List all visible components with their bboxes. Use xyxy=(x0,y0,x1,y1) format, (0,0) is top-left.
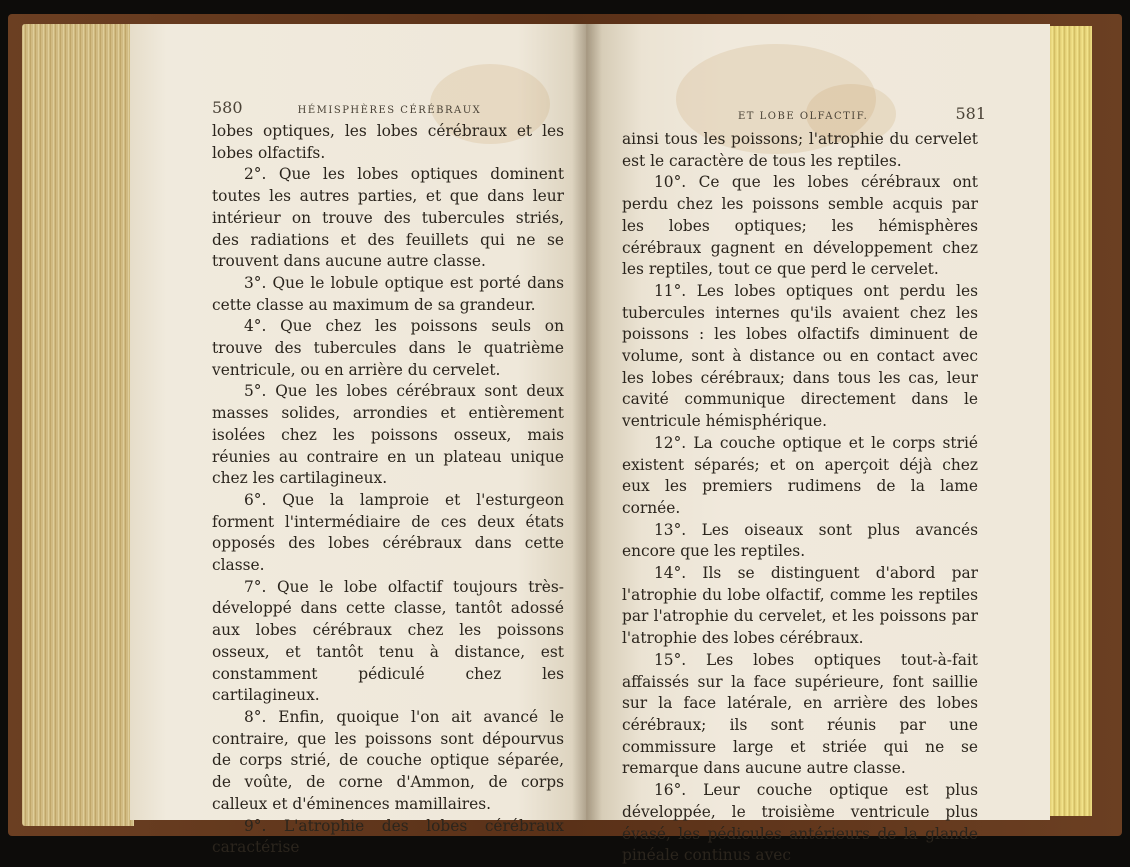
paragraph: 12°. La couche optique et le corps strié existent séparés; et on aperçoit déjà chez eux les premiers rudimens de la lame cornée. xyxy=(622,433,978,517)
paragraph: 4°. Que chez les poissons seuls on trouve des tubercules dans le quatrième ventricule, ou en arrière du cervelet. xyxy=(212,317,564,379)
paragraph: 14°. Ils se distinguent d'abord par l'atrophie du lobe olfactif, comme les reptiles par l'atrophie du cervelet, et les poissons par l'atrophie des lobes cérébraux. xyxy=(622,564,978,648)
left-page-edges xyxy=(22,24,134,826)
running-head: ET LOBE OLFACTIF. xyxy=(738,111,869,122)
paragraph: 10°. Ce que les lobes cérébraux ont perdu chez les poissons semble acquis par les lobes optiques; les hémisphères cérébraux gagnent en développement chez les reptiles, tout ce que perd le cervelet. xyxy=(622,173,978,279)
paragraph: 6°. Que la lamproie et l'esturgeon forment l'intermédiaire de ces deux états opposés des lobes cérébraux dans cette classe. xyxy=(212,490,564,575)
paragraph: 2°. Que les lobes optiques dominent toutes les autres parties, et que dans leur intérieur on trouve des tubercules striés, des radiations et des feuillets qui ne se trouvent dans aucune autre classe. xyxy=(212,165,564,271)
paragraph: 11°. Les lobes optiques ont perdu les tubercules internes qu'ils avaient chez les poissons : les lobes olfactifs diminuent de volume, sont à distance ou en contact avec les lobes cérébraux; dans tous les cas, leur cavité communique directement dans le ventricule hémisphérique. xyxy=(622,281,978,431)
running-head: HÉMISPHÈRES CÉRÉBRAUX xyxy=(297,105,482,116)
right-page-edges xyxy=(1046,26,1092,816)
paragraph: 5°. Que les lobes cérébraux sont deux masses solides, arrondies et entièrement isolées chez les poissons osseux, mais réunies au contraire en un plateau unique chez les cartilagineux. xyxy=(212,382,564,488)
page-number: 581 xyxy=(955,104,986,123)
paragraph: 9°. L'atrophie des lobes cérébraux caractérise xyxy=(212,816,564,857)
left-page xyxy=(130,24,586,857)
paragraph: 16°. Leur couche optique est plus développée, le troisième ventricule plus évasé, les pédicules antérieurs de la glande pinéale continus avec xyxy=(622,781,978,865)
right-page-header xyxy=(622,104,986,123)
paragraph: 3°. Que le lobule optique est porté dans cette classe au maximum de sa grandeur. xyxy=(212,273,564,314)
paragraph: lobes optiques, les lobes cérébraux et les lobes olfactifs. xyxy=(212,122,564,162)
right-page xyxy=(586,24,1050,865)
right-page-text xyxy=(622,129,978,867)
page-number: 580 xyxy=(212,98,243,117)
paragraph: 13°. Les oiseaux sont plus avancés encore que les reptiles. xyxy=(622,520,978,561)
left-page-header xyxy=(212,98,564,117)
paragraph: 8°. Enfin, quoique l'on ait avancé le contraire, que les poissons sont dépourvus de corps strié, de couche optique séparée, de voûte, de corne d'Ammon, de corps calleux et d'éminences mamillaires. xyxy=(212,707,564,813)
paragraph: 15°. Les lobes optiques tout-à-fait affaissés sur la face supérieure, font saillie sur la face latérale, en arrière des lobes cérébraux; ils sont réunis par une commissure large et striée qui ne se remarque dans aucune autre classe. xyxy=(622,650,978,778)
paragraph: ainsi tous les poissons; l'atrophie du cervelet est le caractère de tous les reptiles. xyxy=(622,130,978,170)
paragraph: 7°. Que le lobe olfactif toujours très-développé dans cette classe, tantôt adossé aux lobes cérébraux chez les poissons osseux, et tantôt tenu à distance, est constamment pédiculé chez les cartilagineux. xyxy=(212,577,564,705)
left-page-text xyxy=(212,121,564,859)
